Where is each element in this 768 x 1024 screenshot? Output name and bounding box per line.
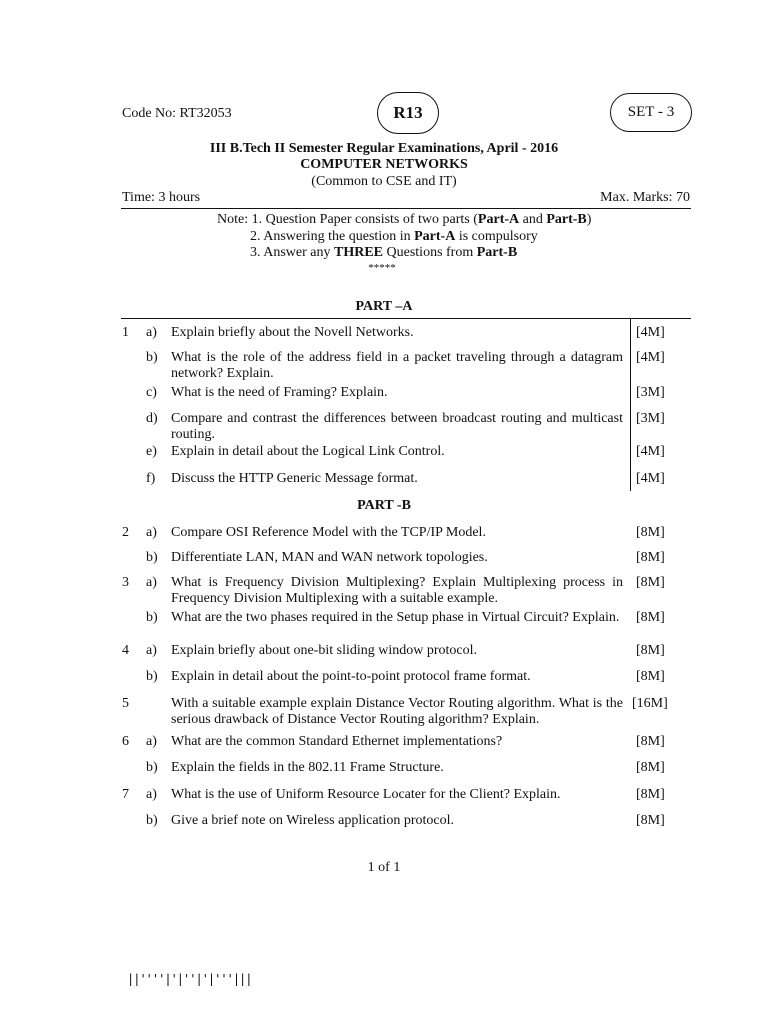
marks: [3M] <box>636 385 665 400</box>
question-text: What is Frequency Division Multiplexing? Explain Multiplexing process in Frequency Division Multiplexing with a suitable example. <box>171 575 623 606</box>
marks: [8M] <box>636 643 665 658</box>
question-text: Explain briefly about one-bit sliding window protocol. <box>171 643 478 658</box>
question-number: 3 <box>122 575 129 590</box>
part-b-title: PART -B <box>357 498 411 513</box>
sub-label: a) <box>146 787 157 802</box>
sub-label: b) <box>146 760 158 775</box>
marks: [4M] <box>636 350 665 365</box>
question-number: 5 <box>122 696 129 711</box>
question-text: What is the use of Uniform Resource Locater for the Client? Explain. <box>171 787 561 802</box>
set-badge <box>610 93 692 132</box>
marks: [8M] <box>636 787 665 802</box>
part-a-rule <box>121 318 691 319</box>
question-text: Explain briefly about the Novell Networks. <box>171 325 414 340</box>
note-3-text: 3. Answer any <box>250 245 334 260</box>
question-text: Compare and contrast the differences between broadcast routing and multicast routing. <box>171 411 623 442</box>
sub-label: f) <box>146 471 156 486</box>
note-1-part-a: Part-A <box>477 212 520 227</box>
question-text: Explain in detail about the Logical Link Control. <box>171 444 445 459</box>
question-text: What is the need of Framing? Explain. <box>171 385 388 400</box>
note-1-suffix: ) <box>586 212 592 227</box>
note-3-mid: Questions from <box>383 245 477 260</box>
sub-label: b) <box>146 610 158 625</box>
part-a-marks-divider <box>630 318 631 491</box>
marks: [8M] <box>636 669 665 684</box>
question-number: 7 <box>122 787 129 802</box>
note-3 <box>250 245 517 261</box>
exam-time: Time: 3 hours <box>122 190 201 205</box>
note-1-text: Note: 1. Question Paper consists of two parts ( <box>217 212 478 227</box>
question-text: Differentiate LAN, MAN and WAN network topologies. <box>171 550 488 565</box>
note-stars: ***** <box>368 262 396 274</box>
sub-label: b) <box>146 669 158 684</box>
sub-label: e) <box>146 444 157 459</box>
note-2-suffix: is compulsory <box>455 229 538 244</box>
question-text: What is the role of the address field in a packet traveling through a datagram network? Explain. <box>171 350 623 381</box>
note-1-and: and <box>519 212 547 227</box>
sub-label: a) <box>146 643 157 658</box>
sub-label: c) <box>146 385 157 400</box>
barcode-text: ||''''|'|''|'|'''||| <box>127 972 252 986</box>
regulation-label: R13 <box>393 103 423 122</box>
marks: [8M] <box>636 575 665 590</box>
marks: [4M] <box>636 471 665 486</box>
question-number: 1 <box>122 325 129 340</box>
note-3-part-b: Part-B <box>476 245 518 260</box>
exam-title: III B.Tech II Semester Regular Examinations, April - 2016 <box>209 141 559 156</box>
question-text: Give a brief note on Wireless application protocol. <box>171 813 454 828</box>
marks: [3M] <box>636 411 665 426</box>
marks: [8M] <box>636 610 665 625</box>
question-text: What are the two phases required in the Setup phase in Virtual Circuit? Explain. <box>171 610 620 625</box>
question-text: Explain in detail about the point-to-point protocol frame format. <box>171 669 531 684</box>
sub-label: b) <box>146 550 158 565</box>
page-number: 1 of 1 <box>367 860 401 875</box>
header-rule-top <box>121 208 691 209</box>
set-label: SET - 3 <box>627 104 675 120</box>
question-number: 6 <box>122 734 129 749</box>
question-text: Compare OSI Reference Model with the TCP/IP Model. <box>171 525 486 540</box>
note-1 <box>217 212 591 228</box>
marks: [8M] <box>636 734 665 749</box>
common-to: (Common to CSE and IT) <box>311 174 457 189</box>
sub-label: b) <box>146 350 158 365</box>
note-2 <box>250 229 538 245</box>
sub-label: d) <box>146 411 158 426</box>
question-number: 4 <box>122 643 129 658</box>
marks: [8M] <box>636 813 665 828</box>
sub-label: a) <box>146 325 157 340</box>
question-number: 2 <box>122 525 129 540</box>
sub-label: a) <box>146 734 157 749</box>
part-a-title: PART –A <box>355 299 413 314</box>
subject-title: COMPUTER NETWORKS <box>300 157 468 172</box>
max-marks: Max. Marks: 70 <box>600 190 690 205</box>
question-text: Discuss the HTTP Generic Message format. <box>171 471 418 486</box>
note-3-three: THREE <box>334 245 384 260</box>
question-text: What are the common Standard Ethernet implementations? <box>171 734 503 749</box>
marks: [4M] <box>636 444 665 459</box>
question-text: Explain the fields in the 802.11 Frame Structure. <box>171 760 444 775</box>
code-number: Code No: RT32053 <box>122 106 232 121</box>
sub-label: a) <box>146 575 157 590</box>
sub-label: a) <box>146 525 157 540</box>
marks: [4M] <box>636 325 665 340</box>
note-2-part-a: Part-A <box>414 229 456 244</box>
regulation-badge <box>377 92 439 134</box>
marks: [8M] <box>636 550 665 565</box>
note-1-part-b: Part-B <box>546 212 587 227</box>
sub-label: b) <box>146 813 158 828</box>
marks: [8M] <box>636 760 665 775</box>
question-text: With a suitable example explain Distance Vector Routing algorithm. What is the serious drawback of Distance Vector Routing algorithm? Explain. <box>171 696 623 727</box>
marks: [8M] <box>636 525 665 540</box>
note-2-text: 2. Answering the question in <box>250 229 415 244</box>
marks: [16M] <box>632 696 668 711</box>
